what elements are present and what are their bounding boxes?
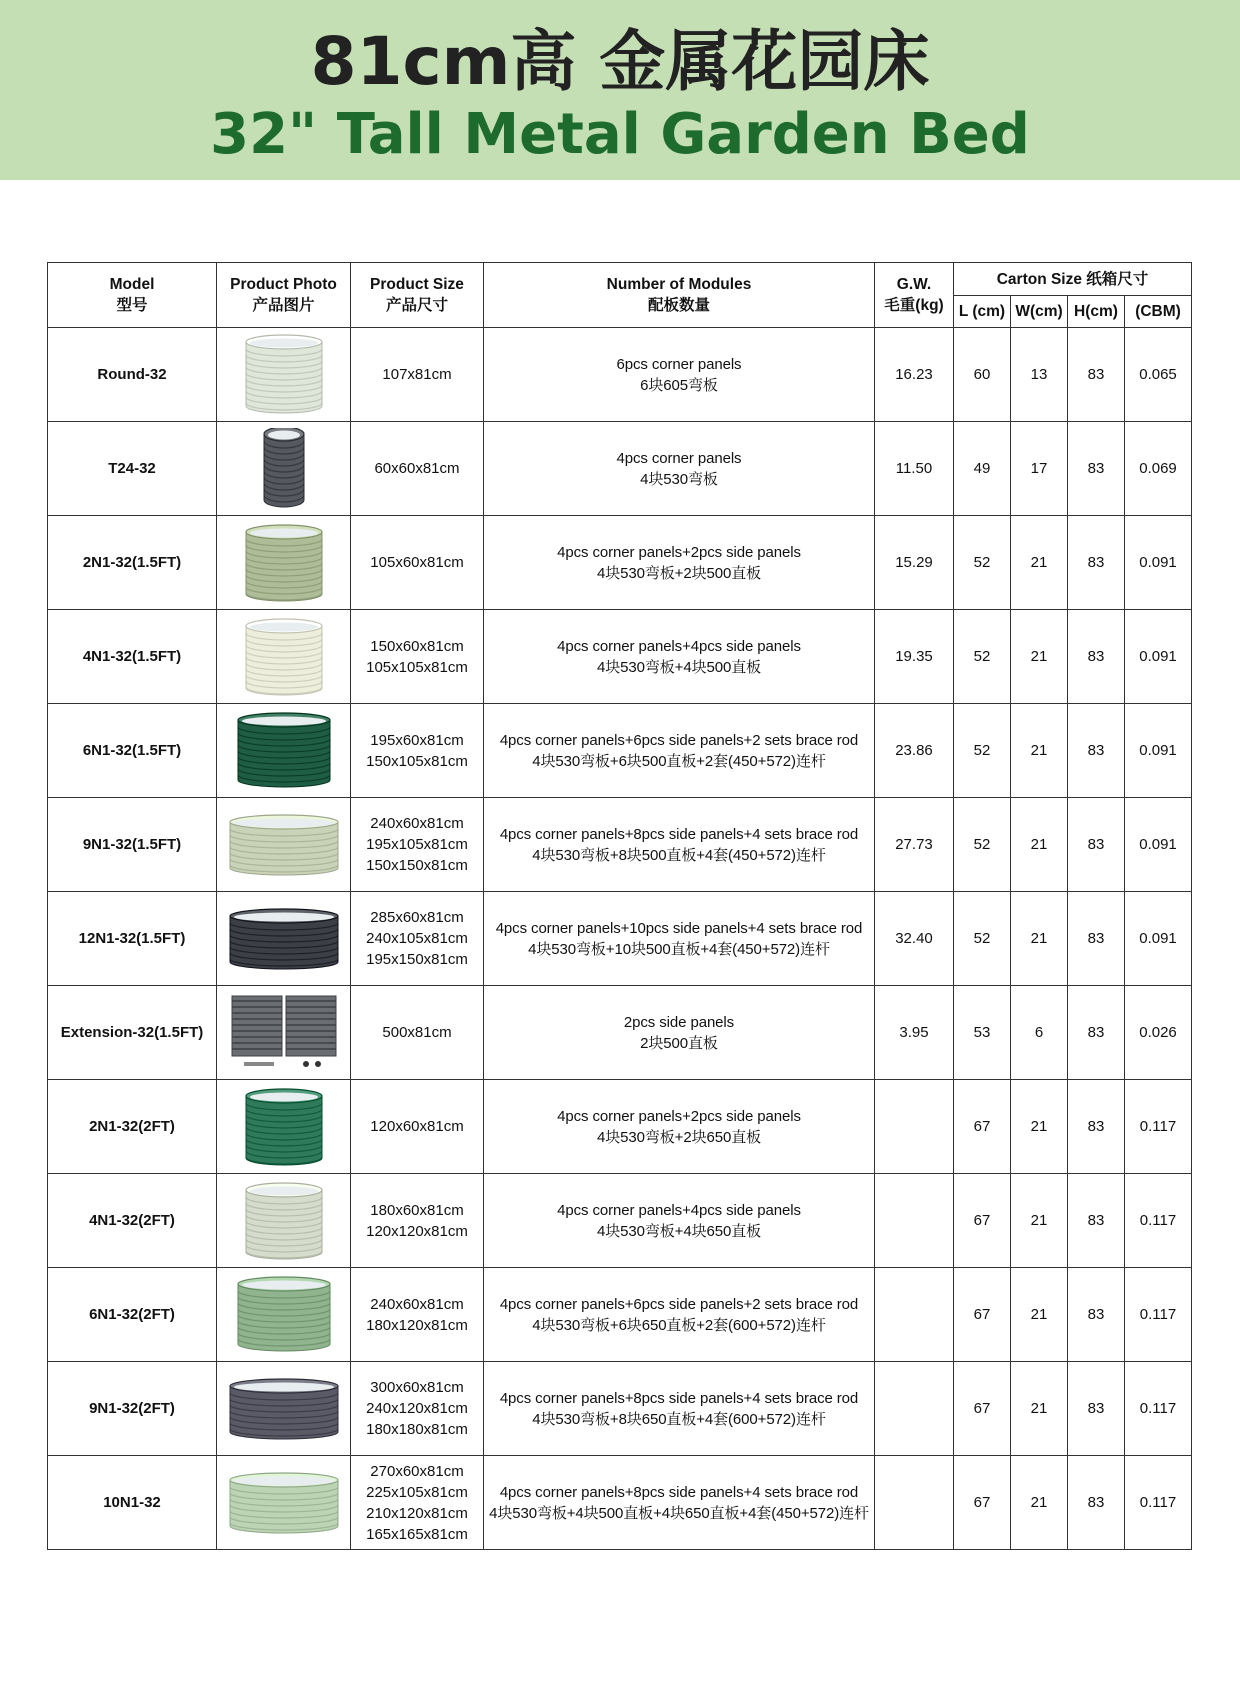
garden-bed-image bbox=[224, 1180, 344, 1262]
page-title-english: 32" Tall Metal Garden Bed bbox=[210, 102, 1030, 167]
gross-weight-cell: 19.35 bbox=[875, 610, 954, 704]
gross-weight-cell: 16.23 bbox=[875, 328, 954, 422]
header-banner bbox=[0, 0, 1240, 180]
garden-bed-image bbox=[224, 804, 344, 886]
modules-chinese: 4块530弯板+4块500直板+4块650直板+4套(450+572)连杆 bbox=[489, 1504, 869, 1522]
col-header-modules-cn: 配板数量 bbox=[647, 297, 710, 314]
gross-weight-cell bbox=[875, 1174, 954, 1268]
table-row bbox=[48, 610, 1192, 704]
size-cell bbox=[351, 1080, 484, 1174]
modules-chinese: 4块530弯板+6块500直板+2套(450+572)连杆 bbox=[532, 752, 826, 770]
carton-cbm-cell: 0.091 bbox=[1125, 516, 1192, 610]
size-line: 195x150x81cm bbox=[366, 951, 468, 968]
size-line: 105x60x81cm bbox=[370, 554, 464, 571]
photo-cell bbox=[217, 1174, 351, 1268]
col-header-model-cn: 型号 bbox=[116, 297, 148, 314]
carton-cbm-cell: 0.069 bbox=[1125, 422, 1192, 516]
photo-cell bbox=[217, 610, 351, 704]
carton-height-cell: 83 bbox=[1068, 1174, 1125, 1268]
carton-length-cell: 53 bbox=[954, 986, 1011, 1080]
size-line: 240x60x81cm bbox=[370, 815, 464, 832]
carton-cbm-cell: 0.117 bbox=[1125, 1268, 1192, 1362]
carton-length-cell: 67 bbox=[954, 1456, 1011, 1550]
carton-width-cell: 21 bbox=[1011, 798, 1068, 892]
garden-bed-image bbox=[224, 992, 344, 1074]
modules-cell bbox=[484, 1456, 875, 1550]
carton-length-cell: 52 bbox=[954, 610, 1011, 704]
size-line: 270x60x81cm bbox=[370, 1462, 464, 1480]
garden-bed-image bbox=[224, 522, 344, 604]
size-line: 165x165x81cm bbox=[366, 1525, 468, 1543]
size-line: 150x105x81cm bbox=[366, 752, 468, 770]
garden-bed-image bbox=[224, 1462, 344, 1544]
photo-cell bbox=[217, 1080, 351, 1174]
modules-english: 4pcs corner panels+2pcs side panels bbox=[557, 543, 801, 561]
size-line: 60x60x81cm bbox=[374, 460, 460, 477]
model-cell: Round-32 bbox=[48, 328, 217, 422]
photo-cell bbox=[217, 1456, 351, 1550]
carton-height-cell: 83 bbox=[1068, 422, 1125, 516]
modules-cell bbox=[484, 610, 875, 704]
size-cell bbox=[351, 328, 484, 422]
carton-width-cell: 21 bbox=[1011, 1268, 1068, 1362]
table-row bbox=[48, 798, 1192, 892]
carton-cbm-cell: 0.091 bbox=[1125, 798, 1192, 892]
size-line: 195x105x81cm bbox=[366, 836, 468, 853]
carton-cbm-cell: 0.117 bbox=[1125, 1456, 1192, 1550]
carton-height-cell: 83 bbox=[1068, 986, 1125, 1080]
page-title-chinese: 81cm高 金属花园床 bbox=[310, 23, 930, 100]
col-header-modules bbox=[484, 263, 875, 328]
modules-english: 4pcs corner panels+6pcs side panels+2 sets brace rod bbox=[499, 1295, 859, 1313]
carton-length-cell: 52 bbox=[954, 516, 1011, 610]
modules-english: 4pcs corner panels+4pcs side panels bbox=[557, 1201, 801, 1219]
carton-length-cell: 67 bbox=[954, 1080, 1011, 1174]
garden-bed-image bbox=[224, 898, 344, 980]
col-header-gw bbox=[875, 263, 954, 328]
photo-cell bbox=[217, 1362, 351, 1456]
table-row bbox=[48, 516, 1192, 610]
modules-chinese: 4块530弯板+10块500直板+4套(450+572)连杆 bbox=[528, 940, 830, 958]
col-header-size bbox=[351, 263, 484, 328]
size-cell bbox=[351, 986, 484, 1080]
carton-width-cell: 21 bbox=[1011, 1080, 1068, 1174]
size-cell bbox=[351, 1174, 484, 1268]
col-header-gw-cn: 毛重(kg) bbox=[884, 297, 944, 314]
modules-english: 2pcs side panels bbox=[623, 1013, 735, 1031]
size-line: 195x60x81cm bbox=[370, 731, 464, 749]
table-body bbox=[48, 328, 1192, 1550]
col-header-photo-en: Product Photo bbox=[230, 276, 337, 293]
col-header-carton: Carton Size 纸箱尺寸 bbox=[954, 263, 1192, 296]
modules-cell bbox=[484, 516, 875, 610]
size-line: 240x105x81cm bbox=[366, 930, 468, 947]
size-line: 150x150x81cm bbox=[366, 857, 468, 874]
gross-weight-cell: 11.50 bbox=[875, 422, 954, 516]
photo-cell bbox=[217, 986, 351, 1080]
size-line: 120x60x81cm bbox=[370, 1118, 464, 1135]
size-line: 120x120x81cm bbox=[366, 1222, 468, 1240]
modules-chinese: 4块530弯板+2块500直板 bbox=[597, 564, 761, 582]
carton-width-cell: 17 bbox=[1011, 422, 1068, 516]
gross-weight-cell: 3.95 bbox=[875, 986, 954, 1080]
photo-cell bbox=[217, 328, 351, 422]
carton-length-cell: 67 bbox=[954, 1174, 1011, 1268]
model-cell: 4N1-32(1.5FT) bbox=[48, 610, 217, 704]
carton-length-cell: 52 bbox=[954, 892, 1011, 986]
size-cell bbox=[351, 1362, 484, 1456]
size-line: 240x120x81cm bbox=[366, 1400, 468, 1417]
modules-english: 6pcs corner panels bbox=[616, 355, 742, 373]
carton-width-cell: 21 bbox=[1011, 610, 1068, 704]
gross-weight-cell: 23.86 bbox=[875, 704, 954, 798]
gross-weight-cell bbox=[875, 1080, 954, 1174]
table-row bbox=[48, 422, 1192, 516]
model-cell: T24-32 bbox=[48, 422, 217, 516]
carton-cbm-cell: 0.117 bbox=[1125, 1174, 1192, 1268]
garden-bed-image bbox=[224, 1368, 344, 1450]
col-header-width: W(cm) bbox=[1011, 296, 1068, 328]
col-header-photo-cn: 产品图片 bbox=[252, 297, 315, 314]
table-row bbox=[48, 1362, 1192, 1456]
table-row bbox=[48, 704, 1192, 798]
garden-bed-image bbox=[224, 710, 344, 792]
carton-length-cell: 52 bbox=[954, 704, 1011, 798]
size-cell bbox=[351, 704, 484, 798]
size-line: 300x60x81cm bbox=[370, 1379, 464, 1396]
carton-cbm-cell: 0.091 bbox=[1125, 704, 1192, 798]
table-row bbox=[48, 1456, 1192, 1550]
col-header-model bbox=[48, 263, 217, 328]
modules-english: 4pcs corner panels+8pcs side panels+4 sets brace rod bbox=[499, 825, 859, 843]
carton-length-cell: 49 bbox=[954, 422, 1011, 516]
gross-weight-cell bbox=[875, 1456, 954, 1550]
col-header-gw-en: G.W. bbox=[896, 276, 932, 293]
col-header-cbm: (CBM) bbox=[1125, 296, 1192, 328]
photo-cell bbox=[217, 798, 351, 892]
table-row bbox=[48, 1268, 1192, 1362]
col-header-height: H(cm) bbox=[1068, 296, 1125, 328]
garden-bed-image bbox=[224, 1274, 344, 1356]
size-cell bbox=[351, 892, 484, 986]
carton-cbm-cell: 0.026 bbox=[1125, 986, 1192, 1080]
col-header-photo bbox=[217, 263, 351, 328]
garden-bed-image bbox=[224, 1086, 344, 1168]
modules-cell bbox=[484, 328, 875, 422]
modules-english: 4pcs corner panels+6pcs side panels+2 sets brace rod bbox=[499, 731, 859, 749]
model-cell: Extension-32(1.5FT) bbox=[48, 986, 217, 1080]
photo-cell bbox=[217, 422, 351, 516]
carton-height-cell: 83 bbox=[1068, 704, 1125, 798]
col-header-length: L (cm) bbox=[954, 296, 1011, 328]
modules-cell bbox=[484, 704, 875, 798]
size-cell bbox=[351, 422, 484, 516]
modules-chinese: 4块530弯板+8块500直板+4套(450+572)连杆 bbox=[532, 846, 826, 864]
garden-bed-image bbox=[224, 616, 344, 698]
modules-chinese: 2块500直板 bbox=[640, 1034, 718, 1052]
carton-width-cell: 21 bbox=[1011, 1456, 1068, 1550]
modules-english: 4pcs corner panels+2pcs side panels bbox=[557, 1107, 801, 1125]
size-cell bbox=[351, 516, 484, 610]
size-cell bbox=[351, 798, 484, 892]
modules-english: 4pcs corner panels+4pcs side panels bbox=[557, 637, 801, 655]
model-cell: 2N1-32(2FT) bbox=[48, 1080, 217, 1174]
carton-width-cell: 21 bbox=[1011, 704, 1068, 798]
carton-height-cell: 83 bbox=[1068, 328, 1125, 422]
model-cell: 12N1-32(1.5FT) bbox=[48, 892, 217, 986]
modules-chinese: 4块530弯板+4块500直板 bbox=[597, 658, 761, 676]
carton-width-cell: 6 bbox=[1011, 986, 1068, 1080]
gross-weight-cell: 27.73 bbox=[875, 798, 954, 892]
photo-cell bbox=[217, 1268, 351, 1362]
carton-cbm-cell: 0.117 bbox=[1125, 1080, 1192, 1174]
carton-height-cell: 83 bbox=[1068, 892, 1125, 986]
col-header-size-en: Product Size bbox=[370, 276, 464, 293]
carton-cbm-cell: 0.091 bbox=[1125, 892, 1192, 986]
carton-width-cell: 21 bbox=[1011, 892, 1068, 986]
col-header-model-en: Model bbox=[109, 276, 155, 293]
model-cell: 6N1-32(1.5FT) bbox=[48, 704, 217, 798]
size-cell bbox=[351, 610, 484, 704]
table-row bbox=[48, 1174, 1192, 1268]
carton-length-cell: 60 bbox=[954, 328, 1011, 422]
gross-weight-cell bbox=[875, 1268, 954, 1362]
modules-cell bbox=[484, 422, 875, 516]
specification-table bbox=[47, 262, 1192, 1550]
carton-height-cell: 83 bbox=[1068, 1268, 1125, 1362]
modules-cell bbox=[484, 892, 875, 986]
carton-length-cell: 52 bbox=[954, 798, 1011, 892]
carton-height-cell: 83 bbox=[1068, 610, 1125, 704]
garden-bed-image bbox=[224, 428, 344, 510]
table-row bbox=[48, 1080, 1192, 1174]
gross-weight-cell: 32.40 bbox=[875, 892, 954, 986]
model-cell: 2N1-32(1.5FT) bbox=[48, 516, 217, 610]
size-line: 210x120x81cm bbox=[366, 1504, 468, 1522]
modules-english: 4pcs corner panels+10pcs side panels+4 sets brace rod bbox=[495, 919, 863, 937]
modules-english: 4pcs corner panels bbox=[616, 449, 742, 467]
modules-cell bbox=[484, 986, 875, 1080]
carton-width-cell: 21 bbox=[1011, 1362, 1068, 1456]
carton-height-cell: 83 bbox=[1068, 516, 1125, 610]
gross-weight-cell bbox=[875, 1362, 954, 1456]
carton-width-cell: 21 bbox=[1011, 1174, 1068, 1268]
photo-cell bbox=[217, 516, 351, 610]
size-line: 225x105x81cm bbox=[366, 1483, 468, 1501]
gross-weight-cell: 15.29 bbox=[875, 516, 954, 610]
size-cell bbox=[351, 1456, 484, 1550]
size-line: 500x81cm bbox=[382, 1024, 452, 1041]
size-line: 180x120x81cm bbox=[366, 1316, 468, 1334]
carton-cbm-cell: 0.091 bbox=[1125, 610, 1192, 704]
model-cell: 9N1-32(2FT) bbox=[48, 1362, 217, 1456]
size-line: 105x105x81cm bbox=[366, 658, 468, 676]
photo-cell bbox=[217, 704, 351, 798]
garden-bed-image bbox=[224, 334, 344, 416]
carton-length-cell: 67 bbox=[954, 1268, 1011, 1362]
carton-height-cell: 83 bbox=[1068, 1362, 1125, 1456]
carton-length-cell: 67 bbox=[954, 1362, 1011, 1456]
modules-cell bbox=[484, 1362, 875, 1456]
model-cell: 9N1-32(1.5FT) bbox=[48, 798, 217, 892]
table-row bbox=[48, 892, 1192, 986]
carton-cbm-cell: 0.065 bbox=[1125, 328, 1192, 422]
size-cell bbox=[351, 1268, 484, 1362]
modules-english: 4pcs corner panels+8pcs side panels+4 sets brace rod bbox=[499, 1483, 859, 1501]
modules-chinese: 4块530弯板+8块650直板+4套(600+572)连杆 bbox=[532, 1410, 826, 1428]
table-row bbox=[48, 986, 1192, 1080]
carton-width-cell: 21 bbox=[1011, 516, 1068, 610]
carton-width-cell: 13 bbox=[1011, 328, 1068, 422]
carton-height-cell: 83 bbox=[1068, 1456, 1125, 1550]
modules-cell bbox=[484, 1268, 875, 1362]
model-cell: 6N1-32(2FT) bbox=[48, 1268, 217, 1362]
modules-chinese: 6块605弯板 bbox=[640, 376, 718, 394]
carton-cbm-cell: 0.117 bbox=[1125, 1362, 1192, 1456]
carton-height-cell: 83 bbox=[1068, 798, 1125, 892]
modules-cell bbox=[484, 798, 875, 892]
modules-chinese: 4块530弯板+2块650直板 bbox=[597, 1128, 761, 1146]
carton-height-cell: 83 bbox=[1068, 1080, 1125, 1174]
modules-chinese: 4块530弯板+6块650直板+2套(600+572)连杆 bbox=[532, 1316, 826, 1334]
modules-chinese: 4块530弯板+4块650直板 bbox=[597, 1222, 761, 1240]
size-line: 180x180x81cm bbox=[366, 1421, 468, 1438]
modules-cell bbox=[484, 1174, 875, 1268]
size-line: 150x60x81cm bbox=[370, 637, 464, 655]
size-line: 285x60x81cm bbox=[370, 909, 464, 926]
size-line: 107x81cm bbox=[382, 366, 452, 383]
size-line: 180x60x81cm bbox=[370, 1201, 464, 1219]
col-header-modules-en: Number of Modules bbox=[606, 276, 752, 293]
modules-chinese: 4块530弯板 bbox=[640, 470, 718, 488]
model-cell: 4N1-32(2FT) bbox=[48, 1174, 217, 1268]
model-cell: 10N1-32 bbox=[48, 1456, 217, 1550]
table-row bbox=[48, 328, 1192, 422]
modules-cell bbox=[484, 1080, 875, 1174]
col-header-size-cn: 产品尺寸 bbox=[385, 297, 448, 314]
size-line: 240x60x81cm bbox=[370, 1295, 464, 1313]
photo-cell bbox=[217, 892, 351, 986]
modules-english: 4pcs corner panels+8pcs side panels+4 sets brace rod bbox=[499, 1389, 859, 1407]
